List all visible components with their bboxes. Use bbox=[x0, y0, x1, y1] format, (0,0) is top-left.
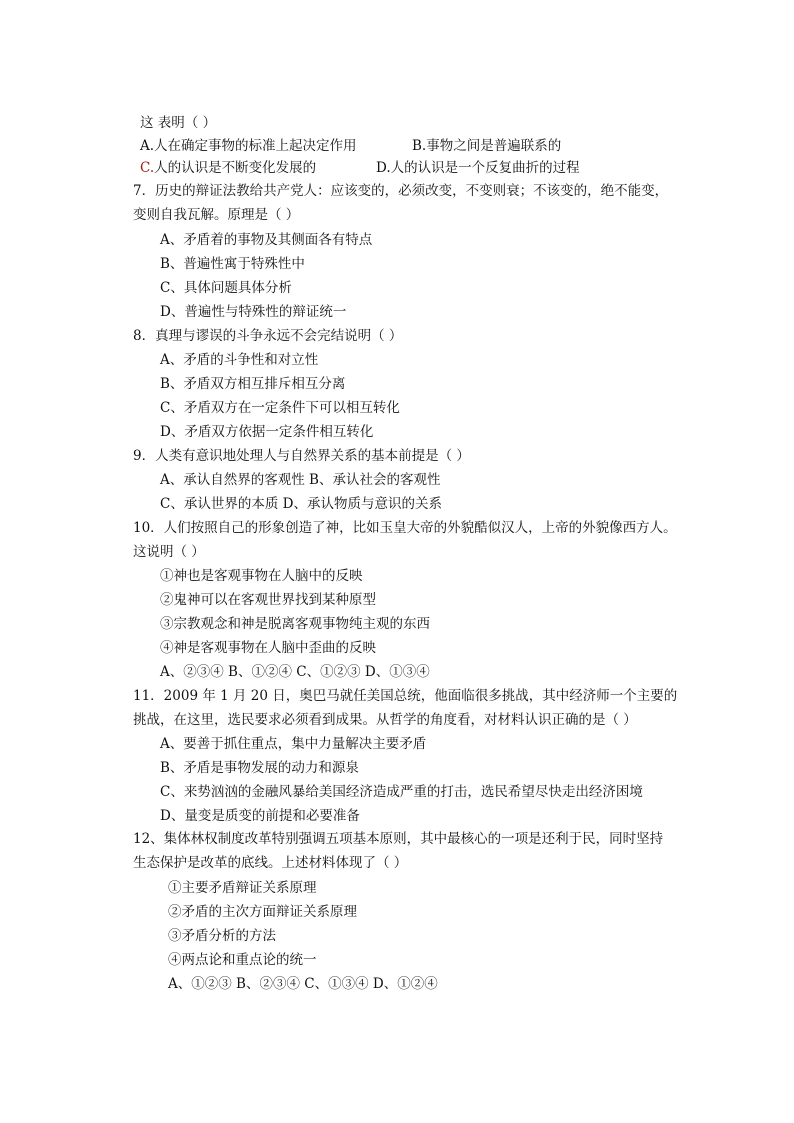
q12-item-4: ④两点论和重点论的统一 bbox=[168, 952, 317, 968]
q7-option-c: C、具体问题具体分析 bbox=[160, 280, 292, 296]
q9-options-row-2: C、承认世界的本质 D、承认物质与意识的关系 bbox=[160, 496, 442, 512]
q11-option-a: A、要善于抓住重点，集中力量解决主要矛盾 bbox=[160, 736, 427, 752]
q8-option-a: A、矛盾的斗争性和对立性 bbox=[160, 352, 319, 368]
q9-stem: 9．人类有意识地处理人与自然界关系的基本前提是（ ） bbox=[133, 448, 470, 464]
q10-item-2: ②鬼神可以在客观世界找到某种原型 bbox=[160, 592, 376, 608]
q8-option-b: B、矛盾双方相互排斥相互分离 bbox=[160, 376, 346, 392]
q11-option-c: C、来势汹汹的金融风暴给美国经济造成严重的打击，选民希望尽快走出经济困境 bbox=[160, 784, 643, 800]
q7-stem-line-1: 7．历史的辩证法教给共产党人：应该变的，必须改变，不变则衰；不该变的，绝不能变， bbox=[133, 183, 669, 199]
prev-option-a: A.人在确定事物的标准上起决定作用 bbox=[140, 138, 357, 154]
prev-question-stem-tail: 这 表明（ ） bbox=[140, 115, 217, 131]
q11-stem-line-1: 11．2009 年 1 月 20 日，奥巴马就任美国总统，他面临很多挑战，其中经济师一个主要的 bbox=[133, 688, 678, 704]
q8-stem: 8．真理与谬误的斗争永远不会完结说明（ ） bbox=[133, 328, 403, 344]
q7-option-a: A、矛盾着的事物及其侧面各有特点 bbox=[160, 232, 373, 248]
q11-option-d: D、量变是质变的前提和必要准备 bbox=[160, 808, 360, 824]
q10-item-4: ④神是客观事物在人脑中歪曲的反映 bbox=[160, 640, 376, 656]
prev-option-d: D.人的认识是一个反复曲折的过程 bbox=[376, 160, 580, 176]
q12-stem-line-2: 生态保护是改革的底线。上述材料体现了（ ） bbox=[133, 855, 408, 871]
q11-option-b: B、矛盾是事物发展的动力和源泉 bbox=[160, 760, 359, 776]
prev-option-c-letter: C. bbox=[140, 160, 155, 176]
q12-stem-line-1: 12、集体林权制度改革特别强调五项基本原则，其中最核心的一项是还利于民，同时坚持 bbox=[133, 831, 664, 847]
q10-stem-line-1: 10．人们按照自己的形象创造了神，比如玉皇大帝的外貌酷似汉人，上帝的外貌像西方人。 bbox=[133, 520, 677, 536]
q10-item-1: ①神也是客观事物在人脑中的反映 bbox=[160, 568, 363, 584]
q10-stem-line-2: 这说明（ ） bbox=[133, 544, 205, 560]
q7-option-d: D、普遍性与特殊性的辩证统一 bbox=[160, 304, 347, 320]
prev-option-b: B.事物之间是普遍联系的 bbox=[412, 138, 562, 154]
q8-option-d: D、矛盾双方依据一定条件相互转化 bbox=[160, 424, 374, 440]
q7-stem-line-2: 变则自我瓦解。原理是（ ） bbox=[133, 207, 300, 223]
q10-item-3: ③宗教观念和神是脱离客观事物纯主观的东西 bbox=[160, 616, 430, 632]
q10-options: A、②③④ B、①②④ C、①②③ D、①③④ bbox=[160, 664, 430, 680]
q12-item-1: ①主要矛盾辩证关系原理 bbox=[168, 880, 317, 896]
q12-options: A、①②③ B、②③④ C、①③④ D、①②④ bbox=[168, 976, 438, 992]
prev-option-c bbox=[140, 159, 316, 177]
q11-stem-line-2: 挑战，在这里，选民要求必须看到成果。从哲学的角度看，对材料认识正确的是（ ） bbox=[133, 712, 637, 728]
q12-item-3: ③矛盾分析的方法 bbox=[168, 928, 276, 944]
q8-option-c: C、矛盾双方在一定条件下可以相互转化 bbox=[160, 400, 400, 416]
q12-item-2: ②矛盾的主次方面辩证关系原理 bbox=[168, 904, 357, 920]
q9-options-row-1: A、承认自然界的客观性 B、承认社会的客观性 bbox=[160, 472, 441, 488]
q7-option-b: B、普遍性寓于特殊性中 bbox=[160, 256, 305, 272]
prev-option-c-text: 人的认识是不断变化发展的 bbox=[154, 160, 317, 176]
